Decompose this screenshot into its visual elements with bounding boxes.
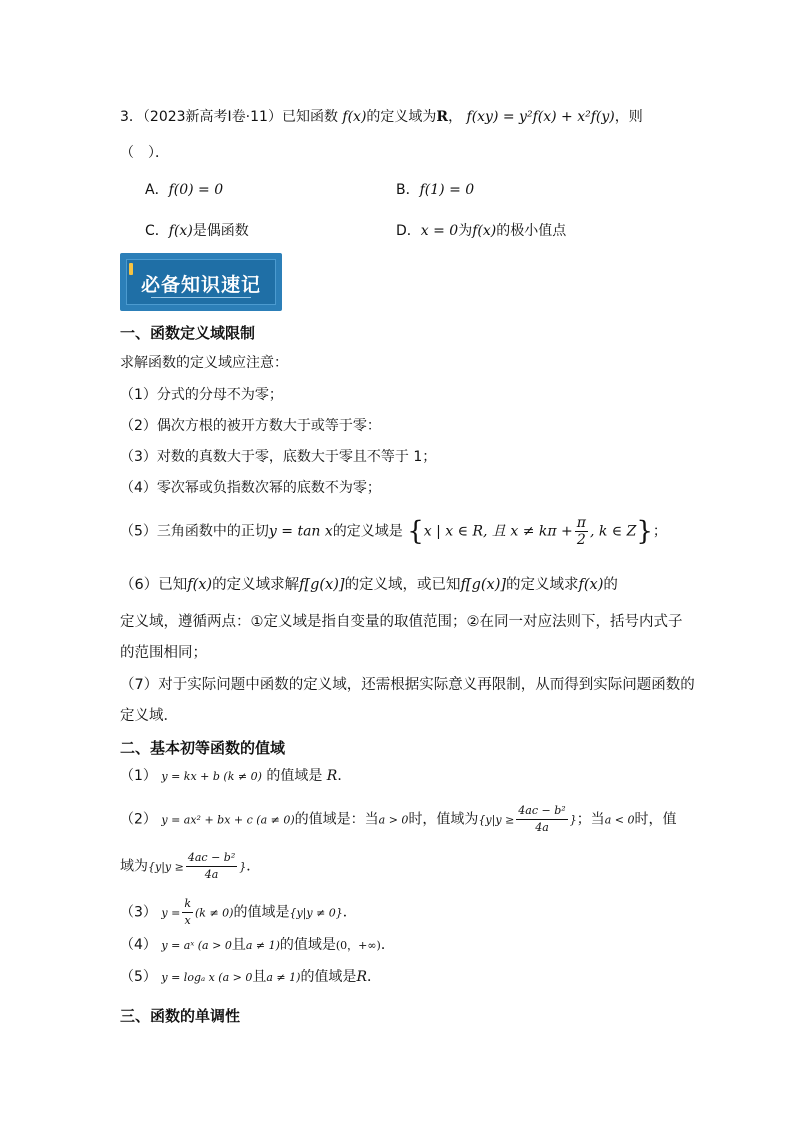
item1-label: （1） <box>120 768 157 784</box>
item5-tan-formula: y = tan x <box>268 523 333 540</box>
item2-text1: 的值域是：当 <box>294 811 379 828</box>
section1-intro: 求解函数的定义域应注意： <box>120 355 288 371</box>
item3-set: {y|y ≠ 0} <box>289 906 343 920</box>
option-a-label: A． <box>145 182 169 198</box>
math-fx: f(x) <box>342 109 367 125</box>
section1-item2: （2）偶次方根的被开方数大于或等于零： <box>120 418 381 434</box>
frac-den: 2 <box>576 532 586 548</box>
section2-item2-line1 <box>120 803 676 836</box>
item4-cond: a ≠ 1) <box>245 939 280 952</box>
section2-item4 <box>120 935 395 956</box>
item6-text-d: 的定义域求 <box>506 577 579 593</box>
frac1-den: 4a <box>535 821 549 834</box>
functional-equation: f(xy) = y²f(x) + x²f(y) <box>466 109 615 125</box>
item5-end: ． <box>366 969 381 985</box>
exponential-function: y = aˣ (a > 0 <box>161 939 232 952</box>
frac2-num: 4ac − b² <box>186 850 237 867</box>
section1-item3: （3）对数的真数大于零，底数大于零且不等于 1； <box>120 449 437 465</box>
option-c[interactable] <box>145 221 249 241</box>
option-c-text: 是偶函数 <box>192 223 249 239</box>
quadratic-function: y = ax² + bx + c (a ≠ 0) <box>161 813 295 827</box>
option-d-text2: 的极小值点 <box>496 223 567 239</box>
item2-line2-text: 域为 <box>120 858 148 875</box>
question-stem <box>120 107 643 127</box>
section2-item1 <box>120 766 351 787</box>
linear-function: y = kx + b (k ≠ 0) <box>161 770 262 783</box>
option-b[interactable] <box>396 180 474 200</box>
item2-text4: 时，值 <box>634 811 677 828</box>
item2-label: （2） <box>120 811 157 828</box>
frac-num: π <box>576 515 586 531</box>
item2-set1-end: } <box>569 813 577 827</box>
frac2-den: 4a <box>204 868 219 881</box>
section1-item1: （1）分式的分母不为零； <box>120 387 283 403</box>
inverse-fraction <box>182 896 193 929</box>
stem-text-b: 的定义域为 <box>366 109 437 125</box>
frac1-num: 4ac − b² <box>516 803 567 820</box>
item2-cond-neg: a < 0 <box>604 813 635 827</box>
item1-range-R: R <box>326 768 338 784</box>
item6-text-e: 的 <box>603 577 618 593</box>
option-c-math: f(x) <box>168 223 193 239</box>
set-R: R <box>436 109 449 125</box>
option-d[interactable] <box>396 221 566 241</box>
item5-and: 且 <box>252 969 267 985</box>
stem-text-a: 已知函数 <box>281 109 338 125</box>
section1-item6-line2: 定义域，遵循两点：①定义域是指自变量的取值范围；②在同一对应法则下，括号内式子 <box>120 614 683 630</box>
item2-set2: {y|y ≥ <box>148 860 184 874</box>
section1-item7-line1: （7）对于实际问题中函数的定义域，还需根据实际意义再限制，从而得到实际问题函数的 <box>120 677 695 693</box>
item6-text-a: （6）已知 <box>120 577 188 593</box>
section1-item4: （4）零次幂或负指数次幂的底数不为零； <box>120 480 381 496</box>
item3-end: ． <box>342 904 357 921</box>
answer-paren: （ ）． <box>120 145 169 161</box>
item4-interval: (0，+∞) <box>335 939 381 952</box>
stem-comma: ， <box>448 109 463 125</box>
item2-set1: {y|y ≥ <box>478 813 515 827</box>
set-close-brace: } <box>636 516 653 547</box>
option-b-label: B． <box>396 182 420 198</box>
vertex-fraction-1 <box>516 803 567 836</box>
banner-frame <box>126 259 276 305</box>
section2-item2-line2 <box>120 850 260 883</box>
item5-cond: a ≠ 1) <box>266 971 301 984</box>
item5-set-condition: x | x ∈ R, 且 x ≠ kπ + <box>423 523 573 540</box>
item2-text3: ；当 <box>576 811 605 828</box>
log-function: y = logₐ x (a > 0 <box>161 971 253 984</box>
item5-end: ； <box>652 523 667 540</box>
option-a-text: f(0) = 0 <box>168 182 224 198</box>
option-a[interactable] <box>145 180 223 200</box>
item6-math-fx: f(x) <box>187 577 213 593</box>
item3-label: （3） <box>120 904 157 921</box>
pi-over-2-fraction <box>575 515 588 548</box>
item1-text: 的值域是 <box>266 768 323 784</box>
item5-label: （5） <box>120 969 157 985</box>
section1-item6-line1 <box>120 575 618 595</box>
item2-line2-end: ． <box>246 858 261 875</box>
item6-math-fx-2: f(x) <box>578 577 604 593</box>
item2-text2: 时，值域为 <box>408 811 479 828</box>
item5-set-k: , k ∈ Z <box>589 523 637 540</box>
frac3-den: x <box>184 914 191 927</box>
item5-text-b: 的定义域是 <box>332 523 403 540</box>
section2-item5 <box>120 967 381 988</box>
item6-text-c: 的定义域，或已知 <box>344 577 461 593</box>
item3-text: 的值域是 <box>233 904 290 921</box>
option-b-text: f(1) = 0 <box>419 182 475 198</box>
item4-text: 的值域是 <box>279 937 336 953</box>
section1-heading: 一、函数定义域限制 <box>120 324 256 342</box>
item4-label: （4） <box>120 937 157 953</box>
vertex-fraction-2 <box>186 850 237 883</box>
item6-math-fgx-2: f[g(x)] <box>460 577 507 593</box>
question-source: （2023新高考Ⅰ卷·11） <box>142 109 282 125</box>
option-d-label: D． <box>396 223 421 239</box>
item6-text-b: 的定义域求解 <box>212 577 300 593</box>
item1-end: ． <box>337 768 352 784</box>
item4-and: 且 <box>231 937 246 953</box>
set-open-brace: { <box>407 516 424 547</box>
section2-item3 <box>120 896 357 929</box>
section2-heading: 二、基本初等函数的值域 <box>120 739 286 757</box>
frac3-num: k <box>182 896 193 913</box>
item5-text: 的值域是 <box>300 969 357 985</box>
knowledge-banner <box>120 253 282 311</box>
option-d-math1: x = 0 <box>420 223 459 239</box>
section3-heading: 三、函数的单调性 <box>120 1007 241 1025</box>
option-d-math2: f(x) <box>472 223 497 239</box>
section1-item6-line3: 的范围相同； <box>120 645 207 661</box>
item3-cond: (k ≠ 0) <box>194 906 234 920</box>
item2-cond-pos: a > 0 <box>378 813 409 827</box>
item5-range-R: R <box>356 969 367 985</box>
option-c-label: C． <box>145 223 169 239</box>
option-d-text1: 为 <box>458 223 473 239</box>
item6-math-fgx: f[g(x)] <box>299 577 345 593</box>
item4-end: ． <box>380 937 395 953</box>
section1-item5 <box>120 515 667 548</box>
item3-y-eq: y = <box>161 906 181 920</box>
stem-text-c: ，则 <box>614 109 643 125</box>
banner-title: 必备知识速记 <box>140 274 261 296</box>
item2-set2-end: } <box>239 860 247 874</box>
section1-item7-line2: 定义域． <box>120 708 178 724</box>
item5-text-a: （5）三角函数中的正切 <box>120 523 269 540</box>
banner-underline <box>151 297 251 298</box>
question-number: 3． <box>120 109 143 125</box>
